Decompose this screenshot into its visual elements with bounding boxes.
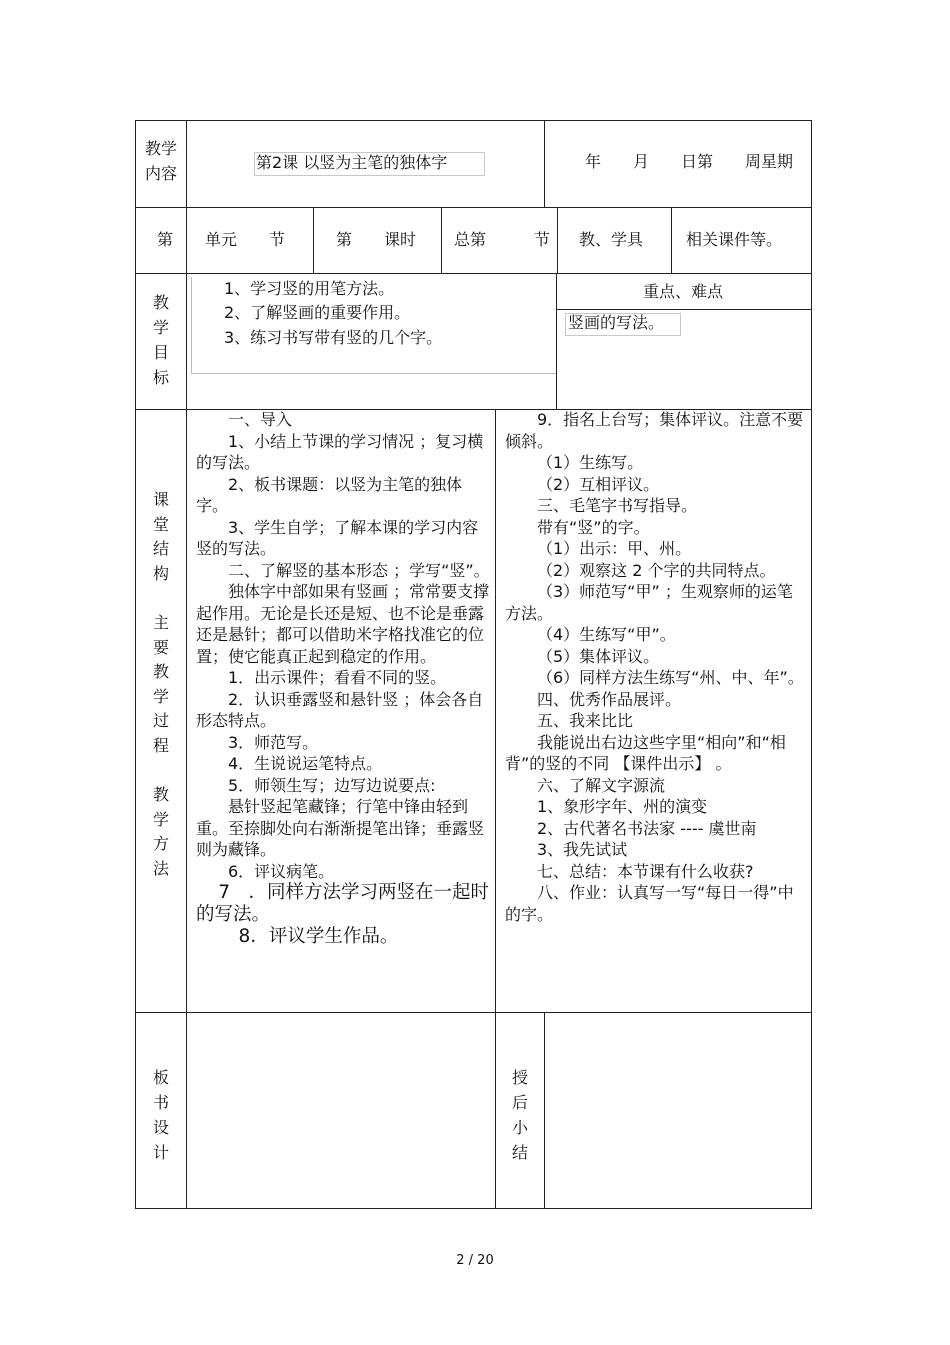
left-line-1: 一、导入 <box>228 410 293 429</box>
right-line-17: 2、古代著名书法家 ---- 虞世南 <box>537 818 757 838</box>
table-border-bottom <box>135 1208 812 1209</box>
process-right-column <box>505 409 807 925</box>
right-line-12: 四、优秀作品展评。 <box>537 689 682 709</box>
left-line-9: 3．师范写。 <box>228 732 319 752</box>
total-text: 总第 节 <box>454 230 551 249</box>
right-line-18: 3、我先试试 <box>537 840 628 859</box>
process-left-column <box>196 409 493 948</box>
row2-divider-1 <box>313 207 314 274</box>
left-line-12: 悬针竖起笔藏锋；行笔中锋由轻到重。至捺脚处向右渐渐提笔出锋；垂露竖则为藏锋。 <box>196 797 485 859</box>
page-number: 2 / 20 <box>456 1253 494 1268</box>
key-point-value: 竖画的写法。 <box>568 313 665 332</box>
left-line-3: 2、板书课题：以竖为主笔的独体字。 <box>196 474 463 515</box>
right-line-4: 三、毛笔字书写指导。 <box>537 496 698 515</box>
goals-box-bottom <box>191 373 556 374</box>
right-line-14: 我能说出右边这些字里“相向”和“相背”的竖的不同 【课件出示】 。 <box>505 732 786 773</box>
left-line-11: 5．师领生写；边写边说要点: <box>228 775 436 795</box>
right-line-2: （1）生练写。 <box>537 453 644 472</box>
right-line-16: 1、象形字年、州的演变 <box>537 797 708 816</box>
goal-item-1: 1、学习竖的用笔方法。 <box>224 279 395 298</box>
left-line-6: 独体字中部如果有竖画 ；常常要支撑起作用。无论是长还是短、也不论是垂露还是悬针；都可以借助米字格找准它的位置；使它能真正起到稳定的作用。 <box>196 582 490 666</box>
process-label: 课 堂 结 构 主 要 教 学 过 程 教 学 方 法 <box>152 490 169 878</box>
right-line-13: 五、我来比比 <box>537 711 634 730</box>
post-class-summary-label: 授 后 小 结 <box>511 1068 528 1162</box>
right-line-6: （1）出示：甲、州。 <box>537 539 692 558</box>
row-divider-1 <box>135 207 812 208</box>
right-line-9: （4）生练写“甲”。 <box>537 625 676 644</box>
right-line-8: （3）师范写“甲” ；生观察师的运笔方法。 <box>505 582 793 623</box>
row2-divider-3 <box>557 207 558 274</box>
tools-label: 教、学具 <box>579 230 644 249</box>
left-line-5: 二、了解竖的基本形态 ；学写“竖”。 <box>228 560 490 580</box>
right-line-11: （6）同样方法生练写“州、中、年”。 <box>537 668 804 687</box>
right-line-19: 七、总结：本节课有什么收获? <box>537 861 754 881</box>
left-line-14: 7 ．同样方法学习两竖在一起时的写法。 <box>196 882 489 925</box>
key-point-label: 重点、难点 <box>643 282 724 301</box>
left-line-2: 1、小结上节课的学习情况 ；复习横的写法。 <box>196 431 484 472</box>
content-label: 教学 内容 <box>144 139 177 183</box>
goals-label: 教 学 目 标 <box>152 293 169 387</box>
tools-value: 相关课件等。 <box>686 230 783 249</box>
right-line-20: 八、作业：认真写一写“每日一得”中的字。 <box>505 883 794 924</box>
row2-divider-4 <box>671 207 672 274</box>
goal-item-3: 3、练习书写带有竖的几个字。 <box>224 328 443 347</box>
right-line-3: （2）互相评议。 <box>537 474 660 494</box>
goals-divider <box>556 273 557 410</box>
left-line-13: 6．评议病笔。 <box>228 861 335 881</box>
period-text: 第 课时 <box>336 230 417 249</box>
left-line-4: 3、学生自学；了解本课的学习内容竖的写法。 <box>196 517 479 558</box>
left-line-10: 4．生说说运笔特点。 <box>228 754 383 773</box>
key-point-divider <box>556 309 812 310</box>
header-divider <box>544 120 545 208</box>
right-line-5: 带有“竖”的字。 <box>537 517 650 537</box>
table-border-top <box>135 120 812 121</box>
left-line-8: 2．认识垂露竖和悬针竖 ；体会各自形态特点。 <box>196 689 484 730</box>
left-line-7: 1．出示课件；看看不同的竖。 <box>228 668 447 687</box>
goal-item-2: 2、了解竖画的重要作用。 <box>224 303 411 322</box>
date-text: 年 月 日第 周星期 <box>585 152 794 171</box>
label-column-divider <box>186 120 187 1209</box>
left-line-15: 8．评议学生作品。 <box>238 926 399 947</box>
row-divider-4 <box>135 1012 812 1013</box>
goals-box-left <box>191 277 192 374</box>
board-design-label: 板 书 设 计 <box>152 1068 169 1162</box>
right-line-7: （2）观察这 2 个字的共同特点。 <box>537 560 776 580</box>
right-line-15: 六、了解文字源流 <box>537 775 666 795</box>
right-line-10: （5）集体评议。 <box>537 646 660 666</box>
footer-divider <box>544 1012 545 1209</box>
right-line-1: 9．指名上台写；集体评议。注意不要倾斜。 <box>505 410 804 451</box>
table-border-right <box>811 120 812 1209</box>
row2-divider-2 <box>441 207 442 274</box>
lesson-title: 第2课 以竖为主笔的独体字 <box>256 153 448 172</box>
row-divider-2 <box>135 273 812 274</box>
unit-text: 第 单元 节 <box>157 230 286 249</box>
